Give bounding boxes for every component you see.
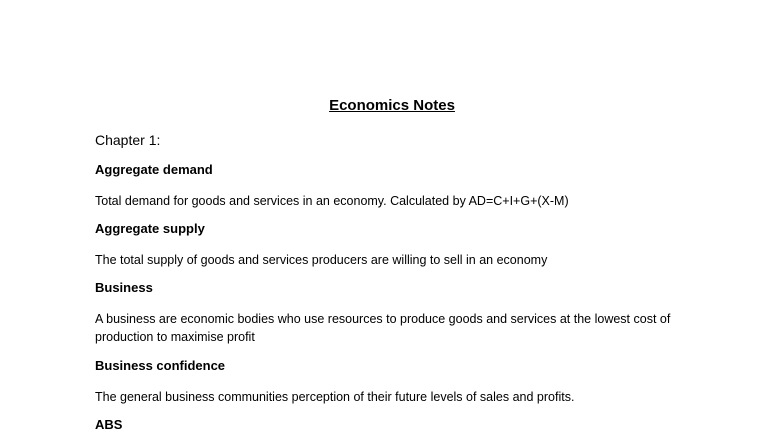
term-abs: ABS [95, 417, 123, 432]
chapter-heading: Chapter 1: [95, 132, 161, 148]
term-aggregate-supply: Aggregate supply [95, 221, 205, 236]
definition-aggregate-supply: The total supply of goods and services producers are willing to sell in an economy [95, 253, 548, 267]
document-title: Economics Notes [329, 97, 455, 114]
definition-business: A business are economic bodies who use resources to produce goods and services at the lowest cost of production to maximise profit [95, 312, 671, 344]
term-business: Business [95, 280, 153, 295]
definition-aggregate-demand: Total demand for goods and services in an economy. Calculated by AD=C+I+G+(X-M) [95, 194, 569, 208]
term-business-confidence: Business confidence [95, 358, 226, 373]
definition-business-confidence: The general business communities perception of their future levels of sales and profits. [95, 390, 575, 404]
term-aggregate-demand: Aggregate demand [95, 162, 213, 177]
